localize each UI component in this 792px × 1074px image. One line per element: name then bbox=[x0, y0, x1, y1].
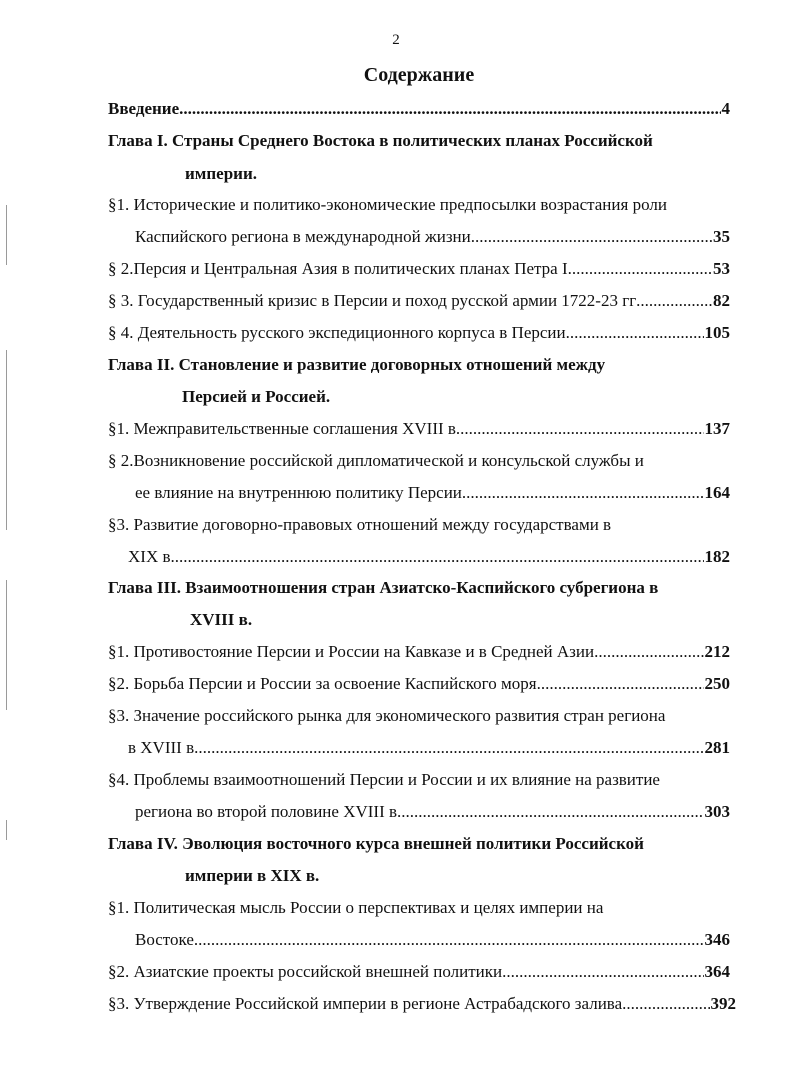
toc-page-number: 82 bbox=[713, 291, 730, 310]
toc-chapter-1[interactable] bbox=[108, 130, 730, 152]
toc-page-number: 35 bbox=[713, 227, 730, 246]
toc-entry-text: Глава IV. Эволюция восточного курса внешней политики Российской bbox=[108, 834, 644, 853]
toc-page-number: 182 bbox=[704, 547, 730, 566]
toc-entry-text: §3. Утверждение Российской империи в регионе Астрабадского залива bbox=[108, 994, 623, 1013]
toc-entry-3-1[interactable] bbox=[108, 641, 730, 663]
dot-leader bbox=[636, 290, 712, 312]
dot-leader bbox=[594, 641, 703, 663]
toc-page-number: 137 bbox=[704, 419, 730, 438]
toc-entry-2-2[interactable] bbox=[108, 450, 730, 472]
toc-entry-text: §3. Развитие договорно-правовых отношений между государствами в bbox=[108, 515, 612, 534]
toc-entry-2-3[interactable] bbox=[108, 514, 730, 536]
toc-entry-3-3-cont[interactable] bbox=[128, 737, 730, 759]
toc-page-number: 250 bbox=[704, 674, 730, 693]
toc-entry-text: в XVIII в bbox=[128, 738, 195, 757]
toc-page-number: 392 bbox=[710, 994, 736, 1013]
toc-chapter-3-cont bbox=[190, 609, 730, 631]
toc-entry-text: § 4. Деятельность русского экспедиционного корпуса в Персии bbox=[108, 323, 566, 342]
toc-page-number: 303 bbox=[704, 802, 730, 821]
toc-entry-1-1-cont[interactable] bbox=[135, 226, 730, 248]
dot-leader bbox=[171, 546, 704, 568]
toc-page-number: 346 bbox=[704, 930, 730, 949]
page-title: Содержание bbox=[363, 64, 475, 86]
toc-entry-text: § 2.Возникновение российской дипломатической и консульской службы и bbox=[108, 451, 644, 470]
toc-entry-4-2[interactable] bbox=[108, 961, 730, 983]
toc-chapter-4[interactable] bbox=[108, 833, 730, 855]
toc-entry-text: §1. Исторические и политико-экономические предпосылки возрастания роли bbox=[108, 195, 667, 214]
toc-entry-text: Востоке bbox=[135, 930, 194, 949]
toc-entry-3-4[interactable] bbox=[108, 769, 730, 791]
dot-leader bbox=[194, 929, 704, 951]
toc-entry-2-1[interactable] bbox=[108, 418, 730, 440]
toc-entry-3-2[interactable] bbox=[108, 673, 730, 695]
toc-entry-text: § 3. Государственный кризис в Персии и поход русской армии 1722-23 гг bbox=[108, 291, 637, 310]
dot-leader bbox=[471, 226, 712, 248]
toc-entry-text: §1. Противостояние Персии и России на Кавказе и в Средней Азии bbox=[108, 642, 595, 661]
toc-entry-1-1[interactable] bbox=[108, 194, 730, 216]
toc-entry-text: Глава III. Взаимоотношения стран Азиатско-Каспийского субрегиона в bbox=[108, 578, 659, 597]
dot-leader bbox=[537, 673, 704, 695]
toc-entry-1-3[interactable] bbox=[108, 290, 730, 312]
toc-entry-3-4-cont[interactable] bbox=[135, 801, 730, 823]
toc-entry-text: §1. Политическая мысль России о перспективах и целях империи на bbox=[108, 898, 604, 917]
toc-entry-2-2-cont[interactable] bbox=[135, 482, 730, 504]
toc-entry-text: Глава I. Страны Среднего Востока в политических планах Российской bbox=[108, 131, 653, 150]
toc-entry-text: §4. Проблемы взаимоотношений Персии и России и их влияние на развитие bbox=[108, 770, 660, 789]
toc-entry-text: ее влияние на внутреннюю политику Персии bbox=[135, 483, 462, 502]
scan-margin-mark bbox=[6, 820, 7, 840]
toc-chapter-3[interactable] bbox=[108, 577, 730, 599]
toc-entry-2-3-cont[interactable] bbox=[128, 546, 730, 568]
toc-entry-introduction[interactable] bbox=[108, 98, 730, 120]
toc-entry-text: §2. Борьба Персии и России за освоение Каспийского моря bbox=[108, 674, 537, 693]
dot-leader bbox=[568, 258, 712, 280]
toc-entry-text: Каспийского региона в международной жизни bbox=[135, 227, 471, 246]
scan-margin-mark bbox=[6, 580, 7, 710]
toc-entry-text: Глава II. Становление и развитие договорных отношений между bbox=[108, 355, 606, 374]
toc-entry-4-3[interactable] bbox=[108, 993, 736, 1015]
page-number: 2 bbox=[392, 32, 400, 48]
toc-chapter-4-cont bbox=[185, 865, 730, 887]
dot-leader bbox=[397, 801, 703, 823]
dot-leader bbox=[456, 418, 704, 440]
dot-leader bbox=[462, 482, 704, 504]
toc-entry-1-2[interactable] bbox=[108, 258, 730, 280]
toc-entry-text: §1. Межправительственные соглашения XVIII в bbox=[108, 419, 456, 438]
toc-entry-text: империи в XIX в. bbox=[185, 866, 320, 885]
toc-entry-3-3[interactable] bbox=[108, 705, 730, 727]
scan-margin-mark bbox=[6, 350, 7, 530]
toc-entry-text: Введение bbox=[108, 99, 180, 118]
toc-chapter-2[interactable] bbox=[108, 354, 730, 376]
toc-entry-text: XVIII в. bbox=[190, 610, 253, 629]
dot-leader bbox=[194, 737, 703, 759]
toc-entry-text: XIX в bbox=[128, 547, 171, 566]
toc-page-number: 164 bbox=[704, 483, 730, 502]
toc-entry-text: региона во второй половине XVIII в bbox=[135, 802, 398, 821]
dot-leader bbox=[566, 322, 704, 344]
toc-entry-text: империи. bbox=[185, 164, 258, 183]
toc-page-number: 53 bbox=[713, 259, 730, 278]
toc-entry-text: §3. Значение российского рынка для экономического развития стран региона bbox=[108, 706, 666, 725]
toc-entry-text: Персией и Россией. bbox=[182, 387, 331, 406]
toc-page-number: 281 bbox=[704, 738, 730, 757]
scan-margin-mark bbox=[6, 205, 7, 265]
toc-chapter-1-cont bbox=[185, 163, 730, 185]
toc-chapter-2-cont bbox=[182, 386, 730, 408]
toc-entry-4-1[interactable] bbox=[108, 897, 730, 919]
toc-page-number: 212 bbox=[704, 642, 730, 661]
dot-leader bbox=[502, 961, 703, 983]
toc-entry-4-1-cont[interactable] bbox=[135, 929, 730, 951]
toc-entry-1-4[interactable] bbox=[108, 322, 730, 344]
dot-leader bbox=[622, 993, 709, 1015]
toc-page-number: 105 bbox=[704, 323, 730, 342]
toc-entry-text: § 2.Персия и Центральная Азия в политических планах Петра I bbox=[108, 259, 568, 278]
dot-leader bbox=[179, 98, 720, 120]
toc-page-number: 4 bbox=[721, 99, 730, 118]
toc-page-number: 364 bbox=[704, 962, 730, 981]
toc-entry-text: §2. Азиатские проекты российской внешней политики bbox=[108, 962, 503, 981]
